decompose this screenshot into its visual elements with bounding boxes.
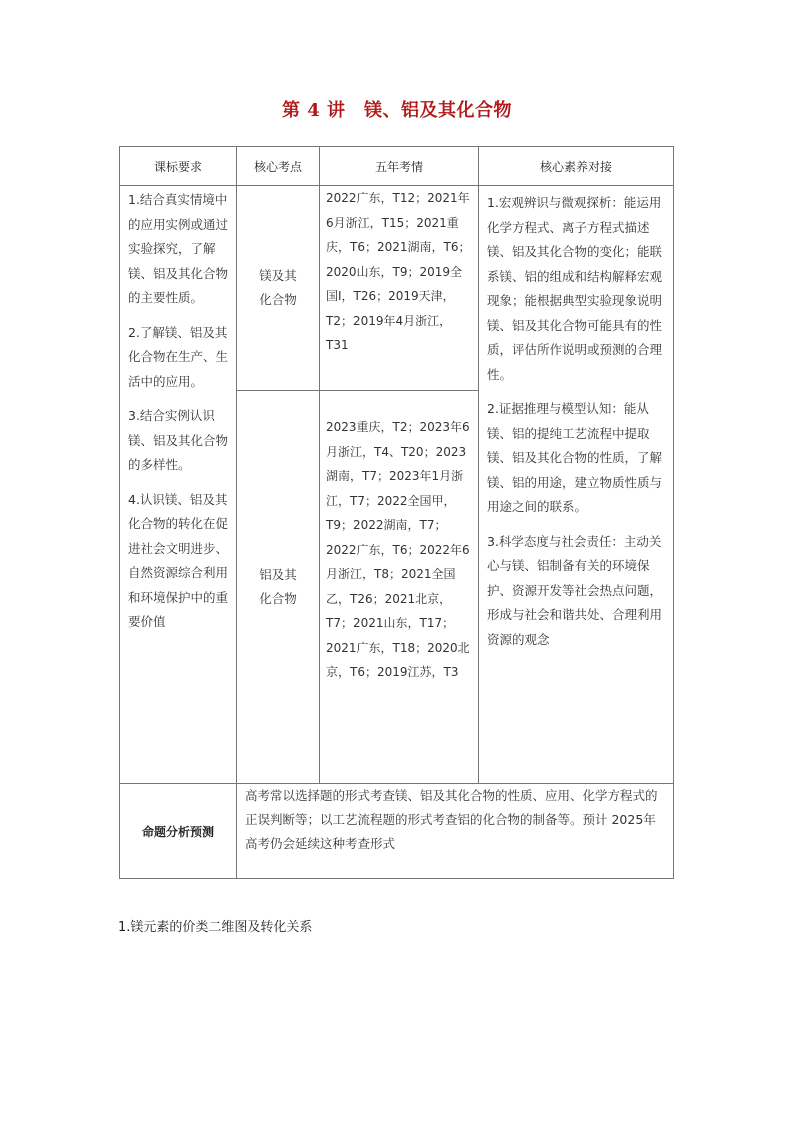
- literacy-item-2: 2.证据推理与模型认知：能从镁、铝的提纯工艺流程中提取镁、铝及其化合物的性质，了解镁、铝的用途，建立物质性质与用途之间的联系。: [487, 401, 663, 514]
- requirements-cell: [119, 185, 237, 784]
- header-requirements: 课标要求: [119, 146, 237, 186]
- header-core-literacy: 核心素养对接: [478, 146, 674, 186]
- overview-table: [119, 146, 674, 879]
- header-five-year-exams: 五年考情: [319, 146, 479, 186]
- header-core-topics: 核心考点: [236, 146, 320, 186]
- literacy-cell: [478, 185, 674, 784]
- exam-aluminum: 2023重庆，T2；2023年6月浙江，T4、T20；2023湖南，T7；2023年1月浙江，T7；2022全国甲，T9；2022湖南，T7；2022广东，T6；2022年6月浙江，T8；2021全国乙，T26；2021北京，T7；2021山东，T17；2021广东，T18；2020北京，T6；2019江苏，T3: [319, 390, 479, 784]
- requirement-item-1: 1.结合真实情境中的应用实例或通过实验探究，了解镁、铝及其化合物的主要性质。: [128, 192, 229, 305]
- requirement-item-3: 3.结合实例认识镁、铝及其化合物的多样性。: [128, 408, 229, 472]
- page-title: 第 4 讲 镁、铝及其化合物: [281, 100, 513, 121]
- literacy-item-3: 3.科学态度与社会责任：主动关心与镁、铝制备有关的环境保护、资源开发等社会热点问题，形成与社会和谐共处、合理利用资源的观念: [487, 533, 663, 647]
- requirement-item-4: 4.认识镁、铝及其化合物的转化在促进社会文明进步、自然资源综合利用和环境保护中的重要价值: [128, 491, 229, 629]
- exam-magnesium: 2022广东，T12；2021年6月浙江，T15；2021重庆，T6；2021湖南，T6；2020山东，T9；2019全国Ⅰ，T26；2019天津，T2；2019年4月浙江，T31: [319, 185, 479, 391]
- topic-aluminum: 铝及其化合物: [236, 390, 320, 784]
- footer-text: 高考常以选择题的形式考查镁、铝及其化合物的性质、应用、化学方程式的正误判断等；以工艺流程题的形式考查铝的化合物的制备等。预计 2025年高考仍会延续这种考查形式: [236, 783, 674, 879]
- requirement-item-2: 2.了解镁、铝及其化合物在生产、生活中的应用。: [128, 324, 229, 389]
- footer-label: 命题分析预测: [119, 783, 237, 879]
- topic-magnesium: 镁及其化合物: [236, 185, 320, 391]
- literacy-item-1: 1.宏观辨识与微观探析：能运用化学方程式、离子方程式描述镁、铝及其化合物的变化；能联系镁、铝的组成和结构解释宏观现象；能根据典型实验现象说明镁、铝及其化合物可能具有的性质，评估所作说明或预测的合理性。: [487, 195, 663, 382]
- section-heading: 1.镁元素的价类二维图及转化关系: [118, 920, 313, 935]
